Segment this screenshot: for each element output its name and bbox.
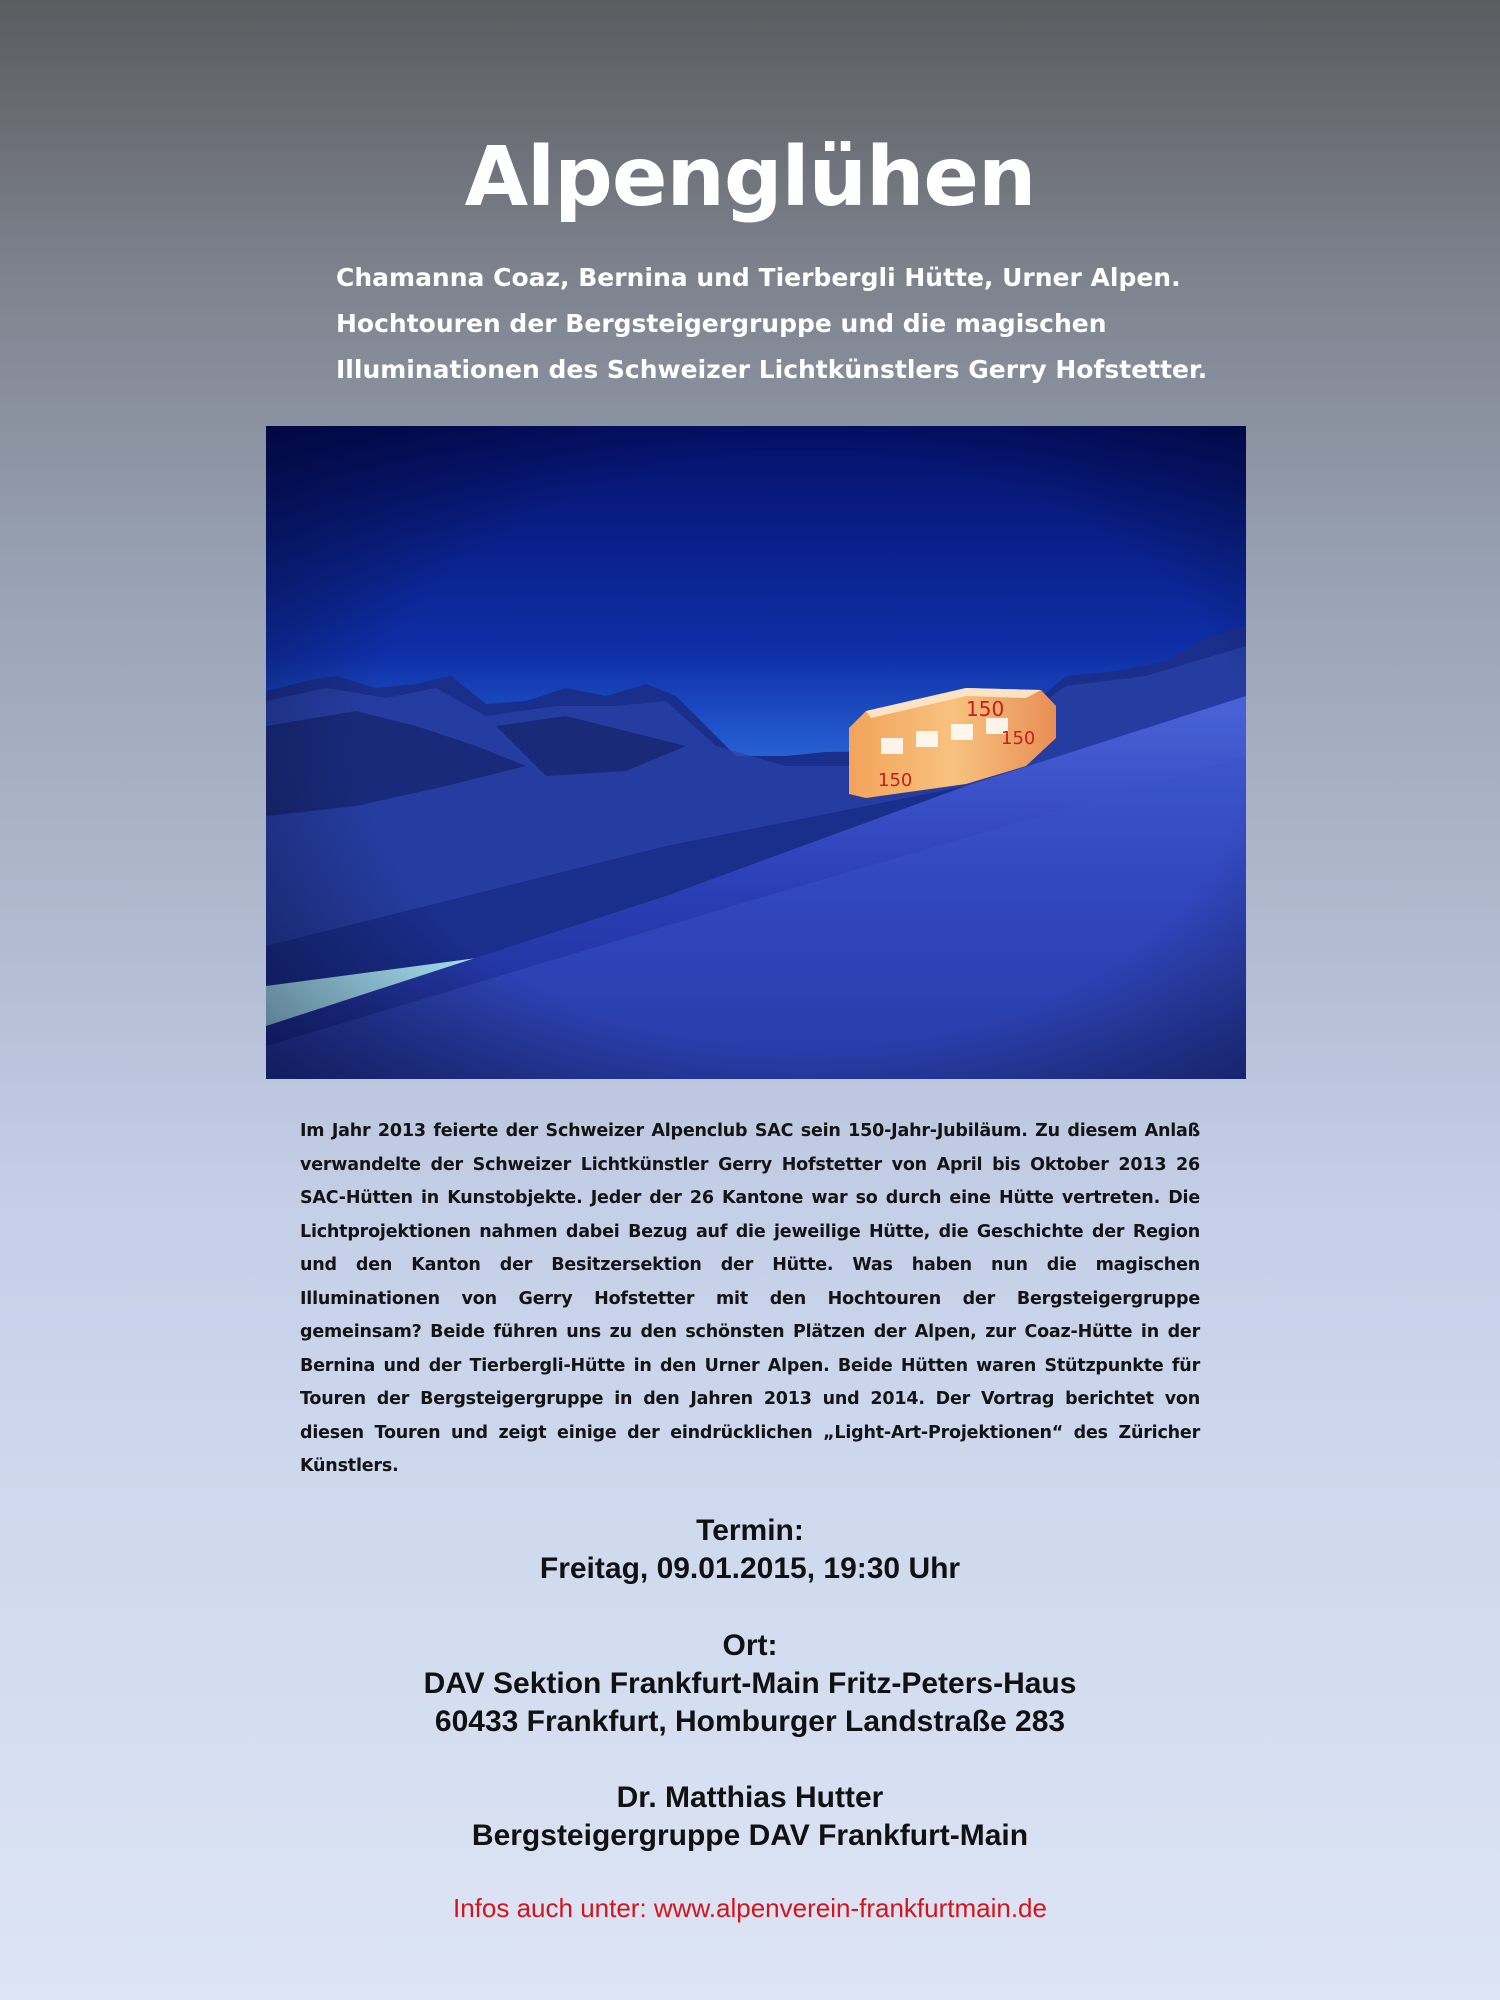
- speaker-group: Bergsteigergruppe DAV Frankfurt-Main: [471, 1819, 1029, 1852]
- poster-title: Alpenglühen: [464, 130, 1036, 225]
- info-link[interactable]: Infos auch unter: www.alpenverein-frankfurtmain.de: [453, 1893, 1047, 1923]
- alpine-hut-photo: [266, 426, 1246, 1079]
- alpine-hut-illustration: [266, 426, 1246, 1079]
- subtitle-line: Chamanna Coaz, Bernina und Tierbergli Hütte, Urner Alpen.: [336, 263, 1181, 292]
- speaker-block: [0, 1779, 1500, 1855]
- termin-value: Freitag, 09.01.2015, 19:30 Uhr: [539, 1552, 961, 1585]
- speaker-name: Dr. Matthias Hutter: [616, 1781, 884, 1814]
- event-location-block: [0, 1627, 1500, 1741]
- ort-label: Ort:: [722, 1629, 778, 1662]
- event-date-block: [0, 1512, 1500, 1588]
- subtitle-line: Hochtouren der Bergsteigergruppe und die magischen: [336, 309, 1107, 338]
- subtitle-line: Illuminationen des Schweizer Lichtkünstlers Gerry Hofstetter.: [336, 355, 1208, 384]
- poster-subtitle: [336, 255, 1336, 393]
- ort-line-1: DAV Sektion Frankfurt-Main Fritz-Peters-Haus: [423, 1667, 1077, 1700]
- ort-line-2: 60433 Frankfurt, Homburger Landstraße 283: [434, 1705, 1066, 1738]
- termin-label: Termin:: [696, 1514, 804, 1547]
- description-paragraph: Im Jahr 2013 feierte der Schweizer Alpenclub SAC sein 150-Jahr-Jubiläum. Zu diesem Anlaß verwandelte der Schweizer Lichtkünstler Gerry Hofstetter von April bis Oktober 2013 26 SAC-Hütten in Kunstobjekte. Jeder der 26 Kantone war so durch eine Hütte vertreten. Die Lichtprojektionen nahmen dabei Bezug auf die jeweilige Hütte, die Geschichte der Region und den Kanton der Besitzersektion der Hütte. Was haben nun die magischen Illuminationen von Gerry Hofstetter mit den Hochtouren der Bergsteigergruppe gemeinsam? Beide führen uns zu den schönsten Plätzen der Alpen, zur Coaz-Hütte in der Bernina und der Tierbergli-Hütte in den Urner Alpen. Beide Hütten waren Stützpunkte für Touren der Bergsteigergruppe in den Jahren 2013 und 2014. Der Vortrag berichtet von diesen Touren und zeigt einige der eindrücklichen „Light-Art-Projektionen“ des Züricher Künstlers.: [300, 1121, 1200, 1476]
